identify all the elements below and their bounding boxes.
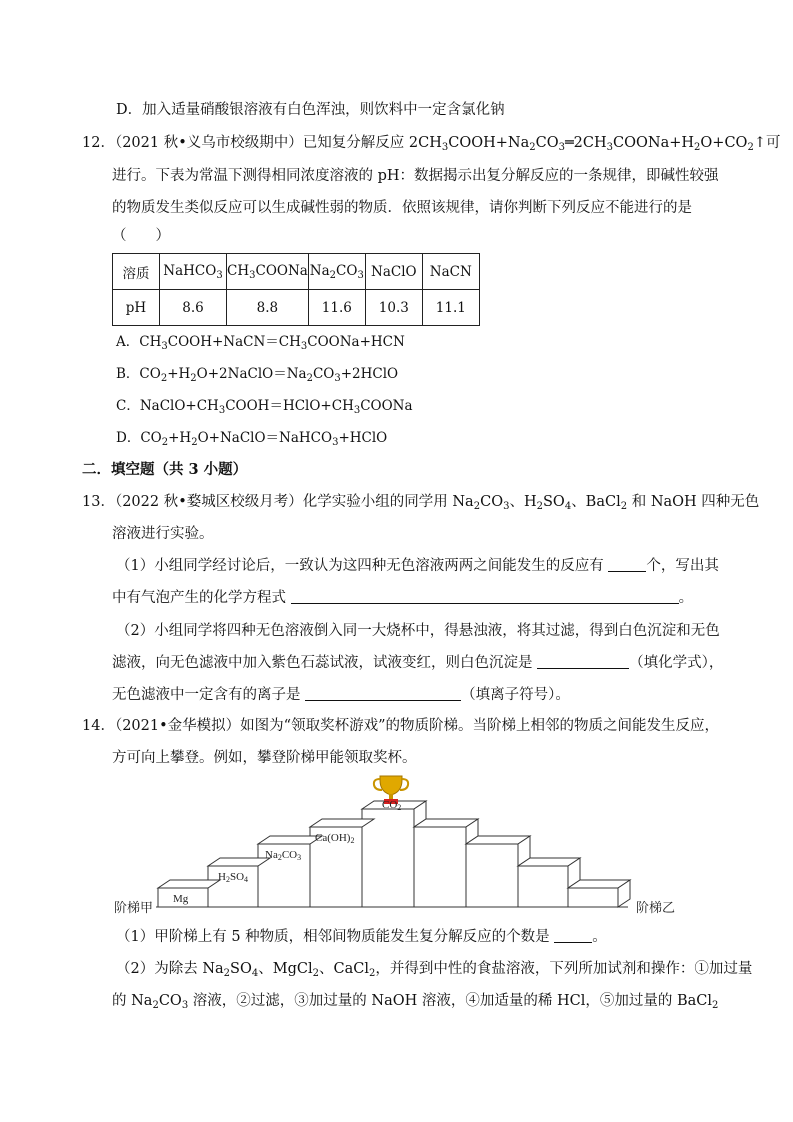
ph-table-row-label: pH (113, 290, 160, 326)
ph-table-header: NaHCO$_3$ (160, 254, 227, 290)
q13-part2-line1: （2）小组同学将四种无色溶液倒入同一大烧杯中，得悬浊液，将其过滤，得到白色沉淀和无色 (116, 623, 720, 639)
q12-source: （2021 秋•义乌市校级期中） (114, 135, 303, 151)
sub: 2 (694, 142, 701, 153)
q12-option-c: C．$NaClO+CH_3COOH=HClO+CH_3COONa$ (116, 398, 413, 416)
q12-answer-paren: （ ） (112, 228, 170, 244)
q12-text: CO (535, 135, 559, 151)
ph-table-cell: 8.6 (160, 290, 227, 326)
q12-text: COONa+H (613, 135, 695, 151)
right-step (518, 866, 568, 907)
answer-blank[interactable] (537, 654, 629, 669)
q12-text: 已知复分解反应 2CH (302, 135, 442, 151)
q13-part2-line3: 无色滤液中一定含有的离子是 （填离子符号）。 (112, 687, 570, 703)
stair-right-label: 阶梯乙 (636, 900, 676, 915)
step-label-na2co3: Na2CO3 (265, 849, 302, 862)
sub: 2 (529, 142, 536, 153)
q14-part1: （1）甲阶梯上有 5 种物质，相邻间物质能发生复分解反应的个数是 。 (116, 929, 607, 945)
ph-table-cell: 11.6 (308, 290, 365, 326)
ph-table-header: $CH_3COONa$ (227, 254, 309, 290)
staircase-figure (108, 770, 718, 922)
q12-option-a: A．$CH_3COOH+NaCN=CH_3COONa+HCN$ (116, 334, 405, 352)
answer-blank[interactable] (608, 557, 646, 572)
q13-stem-line1: 13．（2022 秋•婺城区校级月考）化学实验小组的同学用 $Na_2CO_3$、$H_2SO_4$、BaCl$_2$ 和 NaOH 四种无色 (82, 494, 760, 512)
q12-stem-line1 (82, 133, 780, 158)
q12-text: O+CO (700, 135, 748, 151)
ph-table-header-row (113, 254, 480, 290)
ph-table-header: NaClO (365, 254, 422, 290)
stair-left-label: 阶梯甲 (114, 900, 154, 915)
right-step (466, 844, 518, 907)
right-step (414, 827, 466, 907)
q13-stem-line2: 溶液进行实验。 (112, 526, 214, 542)
q12-text: ═2CH (564, 135, 607, 151)
q12-stem-line2: 进行。下表为常温下测得相同浓度溶液的 pH：数据揭示出复分解反应的一条规律，即碱性较强 (112, 168, 719, 184)
q13-part1-line1: （1）小组同学经讨论后，一致认为这四种无色溶液两两之间能发生的反应有 个，写出其 (116, 558, 719, 574)
sub: 3 (606, 142, 614, 153)
ph-table-value-row (113, 290, 480, 326)
answer-blank[interactable] (291, 589, 679, 604)
ph-table-cell: 10.3 (365, 290, 422, 326)
step-label-mg: Mg (173, 893, 189, 905)
step-top (362, 809, 414, 907)
answer-blank[interactable] (305, 686, 461, 701)
q14-part2-line1: （2）为除去 $Na_2SO_4$、MgCl$_2$、CaCl$_2$，并得到中性的食盐溶液，下列所加试剂和操作：①加过量 (116, 961, 753, 979)
q13-part2-line2: 滤液，向无色滤液中加入紫色石蕊试液，试液变红，则白色沉淀是 （填化学式）， (112, 655, 724, 671)
q12-option-b: B．$CO_2+H_2O+2NaClO=Na_2CO_3+2HClO$ (116, 366, 399, 384)
ph-table-header: $Na_2CO_3$ (308, 254, 365, 290)
q12-stem-line3: 的物质发生类似反应可以生成碱性弱的物质．依照该规律，请你判断下列反应不能进行的是 (112, 200, 692, 216)
step-label-h2so4: H2SO4 (218, 871, 249, 884)
ph-table-header: NaCN (422, 254, 479, 290)
step-label-co2: CO2 (382, 799, 402, 812)
q14-part2-line2: 的 $Na_2CO_3$ 溶液，②过滤，③加过量的 NaOH 溶液，④加适量的稀 HCl，⑤加过量的 BaCl$_2$ (112, 993, 719, 1011)
sub: 3 (441, 142, 449, 153)
section-title: 二．填空题（共 3 小题） (82, 461, 248, 478)
ph-table-cell: 11.1 (422, 290, 479, 326)
q13-part1-line2: 中有气泡产生的化学方程式 。 (112, 590, 694, 606)
q12-text: ↑可 (753, 135, 781, 151)
q11-option-d: D．加入适量硝酸银溶液有白色浑浊，则饮料中一定含氯化钠 (116, 102, 505, 118)
q14-stem-line2: 方可向上攀登。例如，攀登阶梯甲能领取奖杯。 (112, 750, 417, 766)
ph-table-cell: 8.8 (227, 290, 309, 326)
answer-blank[interactable] (554, 928, 592, 943)
sub: 2 (747, 142, 754, 153)
q12-option-d: D．$CO_2+H_2O+NaClO=NaHCO_3+HClO$ (116, 430, 388, 448)
q12-text: COOH+Na (448, 135, 530, 151)
q14-stem-line1: 14．（2021•金华模拟）如图为“领取奖杯游戏”的物质阶梯。当阶梯上相邻的物质之间能发生反应， (82, 718, 719, 734)
right-step (568, 888, 618, 907)
ph-table (112, 253, 480, 326)
ph-table-row-label: 溶质 (113, 254, 160, 290)
step-label-caoh2: Ca(OH)2 (315, 832, 355, 845)
q12-number: 12． (82, 135, 115, 151)
sub: 3 (558, 142, 565, 153)
